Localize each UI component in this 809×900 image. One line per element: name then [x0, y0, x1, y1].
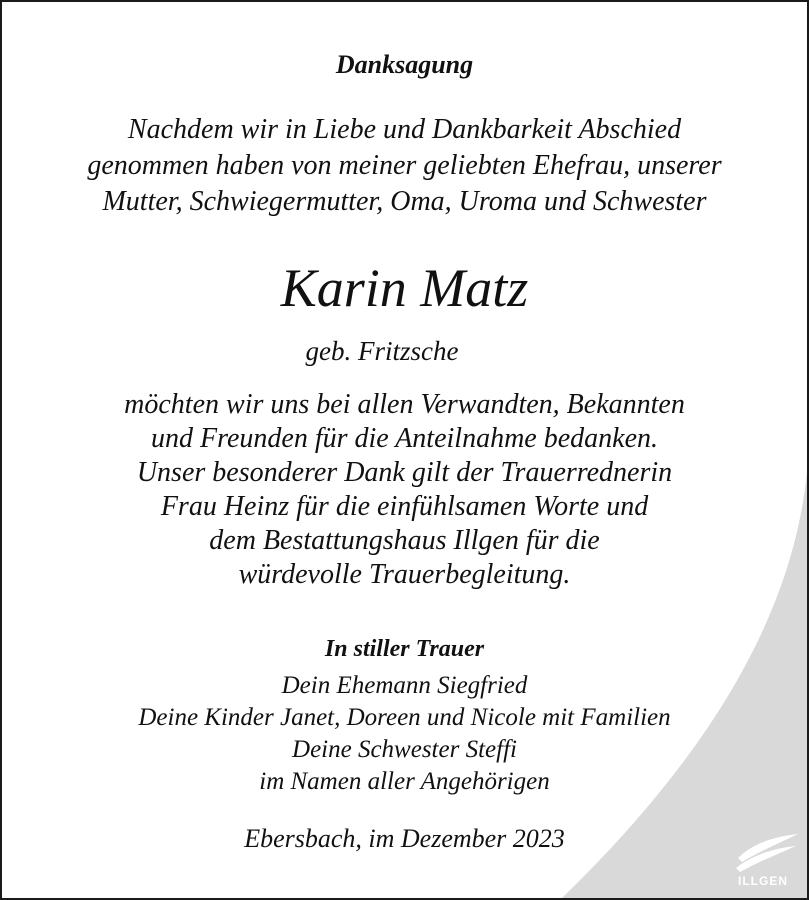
body-line: Unser besonderer Dank gilt der Trauerrednerin: [136, 457, 673, 488]
deceased-name: Karin Matz: [280, 258, 529, 318]
body-line: dem Bestattungshaus Illgen für die: [209, 525, 600, 556]
intro-line: Nachdem wir in Liebe und Dankbarkeit Abschied: [127, 114, 682, 145]
body-line: Frau Heinz für die einfühlsamen Worte und: [160, 491, 649, 522]
signature-line: im Namen aller Angehörigen: [259, 768, 550, 795]
maiden-name: geb. Fritzsche: [305, 336, 459, 366]
place-date: Ebersbach, im Dezember 2023: [244, 824, 565, 853]
signature-line: Deine Schwester Steffi: [292, 736, 517, 763]
signature-line: Deine Kinder Janet, Doreen und Nicole mit Familien: [138, 704, 671, 731]
logo-wordmark: ILLGEN: [738, 874, 788, 888]
notice-title: Danksagung: [335, 50, 474, 79]
body-line: möchten wir uns bei allen Verwandten, Bekannten: [124, 389, 685, 420]
body-line: und Freunden für die Anteilnahme bedanken.: [151, 423, 658, 454]
body-line: würdevolle Trauerbegleitung.: [238, 559, 571, 590]
intro-line: genommen haben von meiner geliebten Ehefrau, unserer: [87, 150, 722, 181]
intro-line: Mutter, Schwiegermutter, Oma, Uroma und Schwester: [102, 186, 707, 217]
notice-content: [2, 2, 807, 898]
signature-heading: In stiller Trauer: [324, 636, 485, 662]
signature-line: Dein Ehemann Siegfried: [281, 672, 528, 699]
